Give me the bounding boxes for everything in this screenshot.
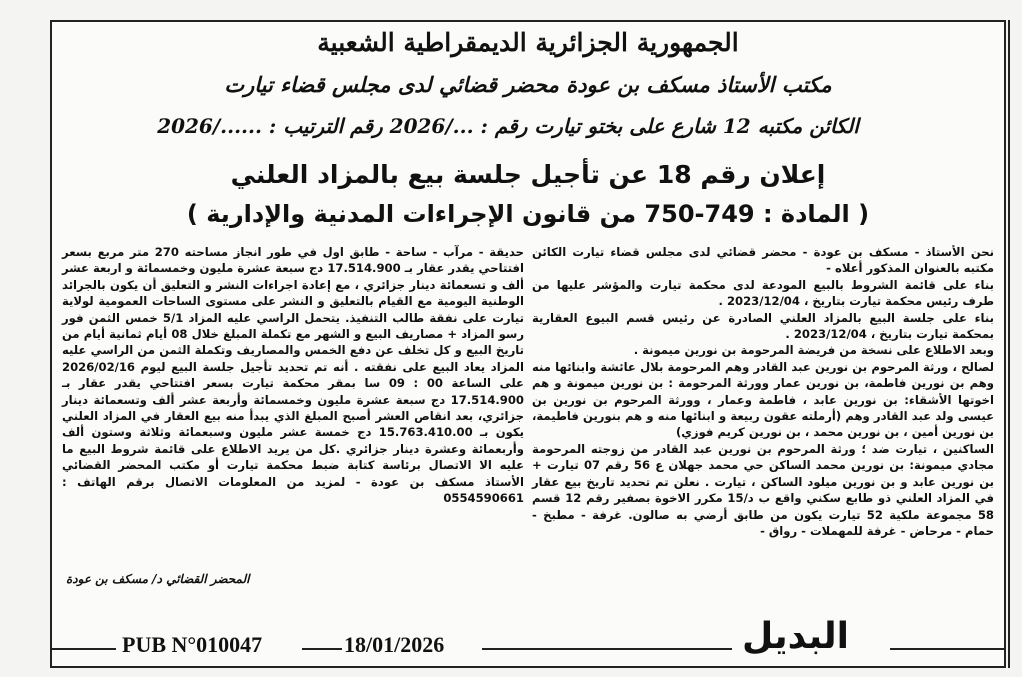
paragraph: وبعد الاطلاع على نسخة من فريضة المرحومة بن نورين ميمونة . bbox=[633, 343, 994, 358]
paragraph: الساكنين ، تيارت ضد ؛ ورثة المرحوم بن نورين عبد القادر من زوجته المرحومة مجادي ميمونة: بن نورين محمد الساكن حي محمد جهلان ع 56 رقم 07 تيارت + بن نورين عابد و بن نورين ميلود الساكن ، تيارت . نعلن تم تحديد تاريخ بيع عقار في المزاد العلني ذو طابع سكني واقع ب د/15 مكرر الاخوة بصفير رقم 12 قسم 58 مجموعة ملكية 52 تيارت يكون من طابق أرضي به صالون. غرفة - مطبخ - حمام - مرحاض - غرفة للمهملات - رواق - bbox=[532, 441, 994, 538]
footer-rule bbox=[482, 648, 732, 650]
footer-rule bbox=[52, 648, 116, 650]
office-address-line: الكائن مكتبه 12 شارع على بختو تيارت رقم : .../2026 رقم الترتيب : ....../2026 bbox=[157, 114, 859, 138]
notice-title: إعلان رقم 18 عن تأجيل جلسة بيع بالمزاد العلني bbox=[230, 160, 826, 189]
legal-article-reference: ( المادة : 749-750 من قانون الإجراءات المدنية والإدارية ) bbox=[186, 200, 870, 228]
paragraph: حديقة - مرآب - ساحة - طابق اول في طور انجاز مساحته 270 متر مربع بسعر افتتاحي يقدر عقار بـ 17.514.900 دج سبعة عشرة مليون وخمسمائة و اربعة عشر ألف و تسعمائة دينار جزائري ، مع إعادة اجراءات النشر و التعليق أن يكون بالجرائد الوطنية اليومية مع القيام بالتعليق و النشر على مستوى الساحات العمومية لولاية تيارت على نفقة طالب التنفيذ. يتحمل الراسي عليه المزاد 5/1 خمس الثمن فور رسو المزاد + مصاريف البيع و الشهر مع تكملة المبلغ خلال 08 أيام ثمانية أيام من تاريخ البيع و كل تخلف عن دفع الخمس والمصاريف وتكملة الثمن من الراسي عليه المزاد يعاد البيع على نفقته . أنه تم تحديد تأجيل جلسة البيع ليوم 2026/02/16 على الساعة 00 : 09 سا بمقر محكمة تيارت بسعر افتتاحي يقدر عقار بـ 17.514.900 دج سبعة عشرة مليون وخمسمائة وأربعة عشر ألف وتسعمائة دينار جزائري، بعد انقاص العشر أصبح المبلغ الذي يبدأ منه بيع العقار في المزاد العلني يكون بـ 15.763.410.00 دج خمسة عشر مليون وسبعمائة وثلاثة وستون ألف وأربعمائة وعشرة دينار جزائري .كل من يريد الاطلاع على قائمة شروط البيع ما عليه الا الاتصال برئاسة كتابة ضبط محكمة تيارت أو مكتب المحضر القضائي الأستاذ مسكف بن عودة - لمزيد من المعلومات الاتصال برقم الهاتف : 0554590661 bbox=[62, 245, 525, 506]
right-text-column bbox=[532, 244, 994, 539]
pub-number: PUB N°010047 bbox=[122, 632, 263, 657]
republic-heading: الجمهورية الجزائرية الديمقراطية الشعبية bbox=[317, 28, 739, 57]
newspaper-logo: البديل bbox=[742, 616, 849, 657]
publication-date: 18/01/2026 bbox=[344, 632, 445, 657]
bailiff-office-line: مكتب الأستاذ مسكف بن عودة محضر قضائي لدى مجلس قضاء تيارت bbox=[224, 72, 832, 97]
paragraph: نحن الأستاذ - مسكف بن عودة - محضر قضائي لدى مجلس قضاء تيارت الكائن مكتبه بالعنوان المذكور أعلاه - bbox=[532, 245, 994, 276]
paragraph: بناء على جلسة البيع بالمزاد العلني الصادرة عن رئيس قسم البيوع العقارية بمحكمة تيارت بتاريخ ، 2023/12/04 . bbox=[532, 310, 994, 342]
footer-rule bbox=[890, 648, 1004, 650]
adjacent-page-edge bbox=[1008, 20, 1016, 668]
left-text-column bbox=[62, 244, 524, 507]
paragraph: بناء على قائمة الشروط بالبيع المودعة لدى محكمة تيارت والمؤشر عليها من طرف رئيس محكمة تيارت بتاريخ ، 2023/12/04 . bbox=[532, 277, 994, 309]
bailiff-signature: المحضر القضائي د/ مسكف بن عودة bbox=[66, 572, 250, 586]
paragraph: لصالح ، ورثة المرحوم بن نورين عبد القادر وهم المرحومة بلال عائشة وابنائها منه وهم بن نورين فاطمة، بن نورين عمار وورثة المرحومة : بن نورين ميمونة و هم اخوتها الأشقاء: بن نورين عابد ، فاطمة وعمار ، وورثة المرحوم بن نورين بن عيسى ولد عبد القادر وهم (أرملته عقون ربيعة و ابنائها منه و هم بنورين فاطيمة، بن نورين أمين ، بن نورين محمد ، بن نورين كريم فوزي) bbox=[532, 359, 994, 440]
footer-rule bbox=[302, 648, 342, 650]
legal-notice-frame bbox=[50, 20, 1006, 668]
